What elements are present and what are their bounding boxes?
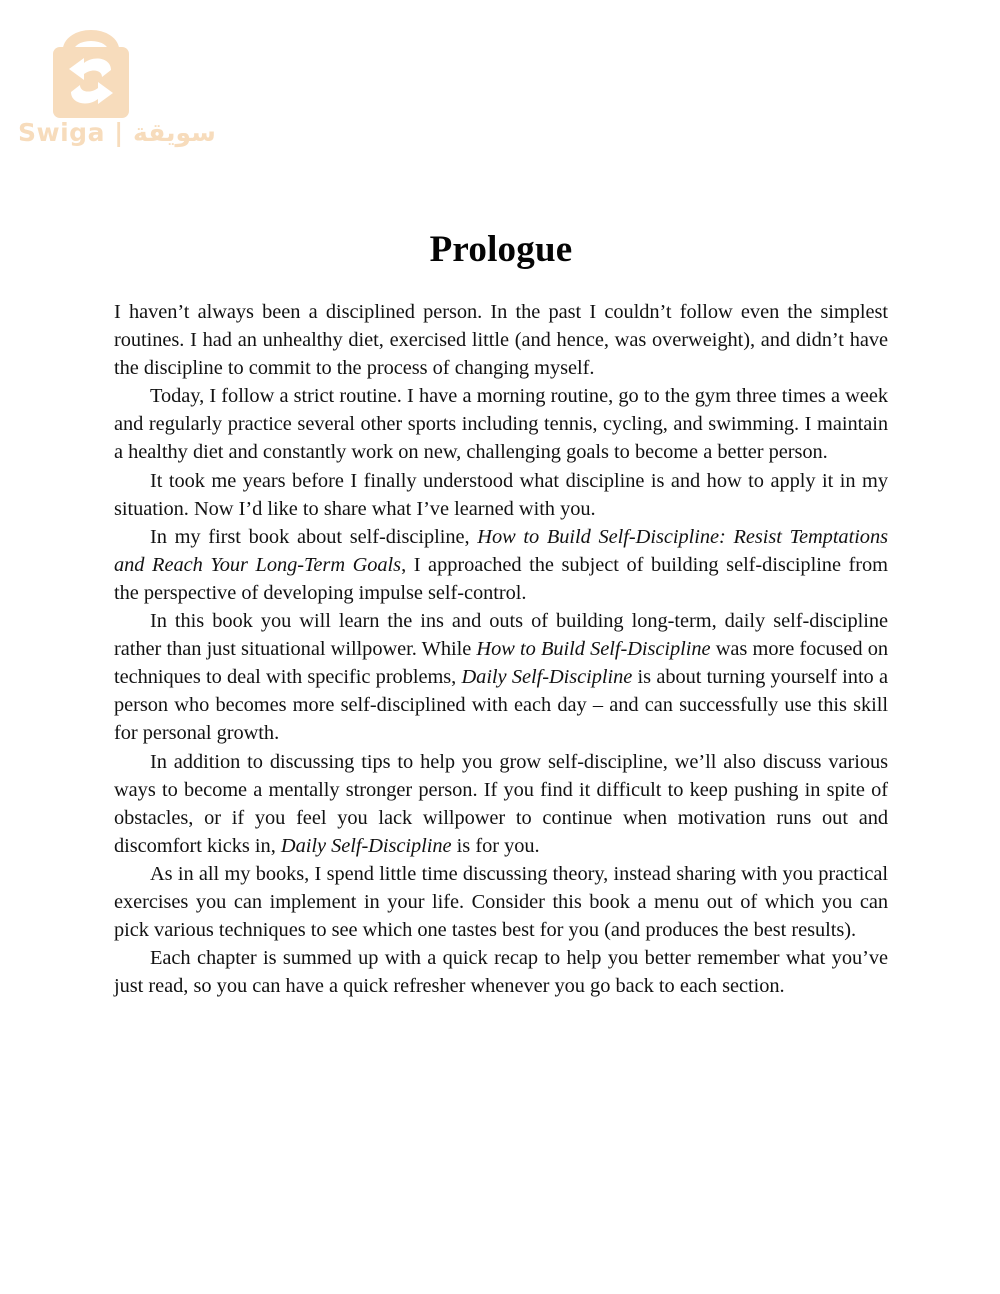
book-title-italic: How to Build Self-Discipline	[476, 638, 711, 661]
paragraph	[114, 860, 888, 944]
book-title-italic: Daily Self-Discipline	[280, 834, 452, 857]
swiga-wordmark: Swiga | سويقة	[18, 118, 216, 147]
text-run: As in all my books, I spend little time discussing theory, instead sharing with you practical exercises you can implement in your life. Consider this book a menu out of which you can pick various techniques to see which one tastes best for you (and produces the best results).	[114, 862, 888, 942]
text-run: Each chapter is summed up with a quick recap to help you better remember what you’ve just read, so you can have a quick refresher whenever you go back to each section.	[114, 947, 888, 998]
paragraph	[114, 607, 888, 747]
text-run: It took me years before I finally understood what discipline is and how to apply it in my situation. Now I’d like to share what I’ve learned with you.	[114, 469, 888, 520]
paragraph	[114, 467, 888, 523]
text-run: is about turning yourself into a person who becomes more self-disciplined with each day – and can successfully use this skill for personal growth.	[114, 666, 888, 745]
book-title-italic: Daily Self-Discipline	[461, 666, 633, 689]
text-run: , I approached the subject of building self-discipline from the perspective of developing impulse self-control.	[114, 553, 888, 604]
shopping-bag-swap-icon	[48, 22, 134, 118]
text-run: was more focused on techniques to deal with specific problems,	[114, 638, 888, 689]
paragraph	[114, 944, 888, 1000]
text-run: I haven’t always been a disciplined person. In the past I couldn’t follow even the simplest routines. I had an unhealthy diet, exercised little (and hence, was overweight), and didn’t have the discipline to commit to the process of changing myself.	[114, 301, 888, 380]
paragraph	[114, 748, 888, 860]
swiga-watermark-logo	[18, 18, 218, 148]
paragraph	[114, 382, 888, 466]
paragraph	[114, 298, 888, 382]
page-content	[114, 228, 888, 1000]
text-run: is for you.	[451, 834, 540, 857]
text-run: In my first book about self-discipline,	[150, 525, 478, 548]
paragraph	[114, 523, 888, 607]
text-run: In this book you will learn the ins and outs of building long-term, daily self-discipline rather than just situational willpower. While	[114, 610, 888, 661]
book-title-italic: How to Build Self-Discipline: Resist Temptations and Reach Your Long-Term Goals	[114, 525, 888, 576]
page-title: Prologue	[429, 229, 573, 270]
body-text	[114, 298, 888, 1000]
text-run: In addition to discussing tips to help you grow self-discipline, we’ll also discuss various ways to become a mentally stronger person. If you find it difficult to keep pushing in spite of obstacles, or if you feel you lack willpower to continue when motivation runs out and discomfort kicks in,	[114, 750, 888, 857]
text-run: Today, I follow a strict routine. I have a morning routine, go to the gym three times a week and regularly practice several other sports including tennis, cycling, and swimming. I maintain a healthy diet and constantly work on new, challenging goals to become a better person.	[114, 385, 888, 464]
